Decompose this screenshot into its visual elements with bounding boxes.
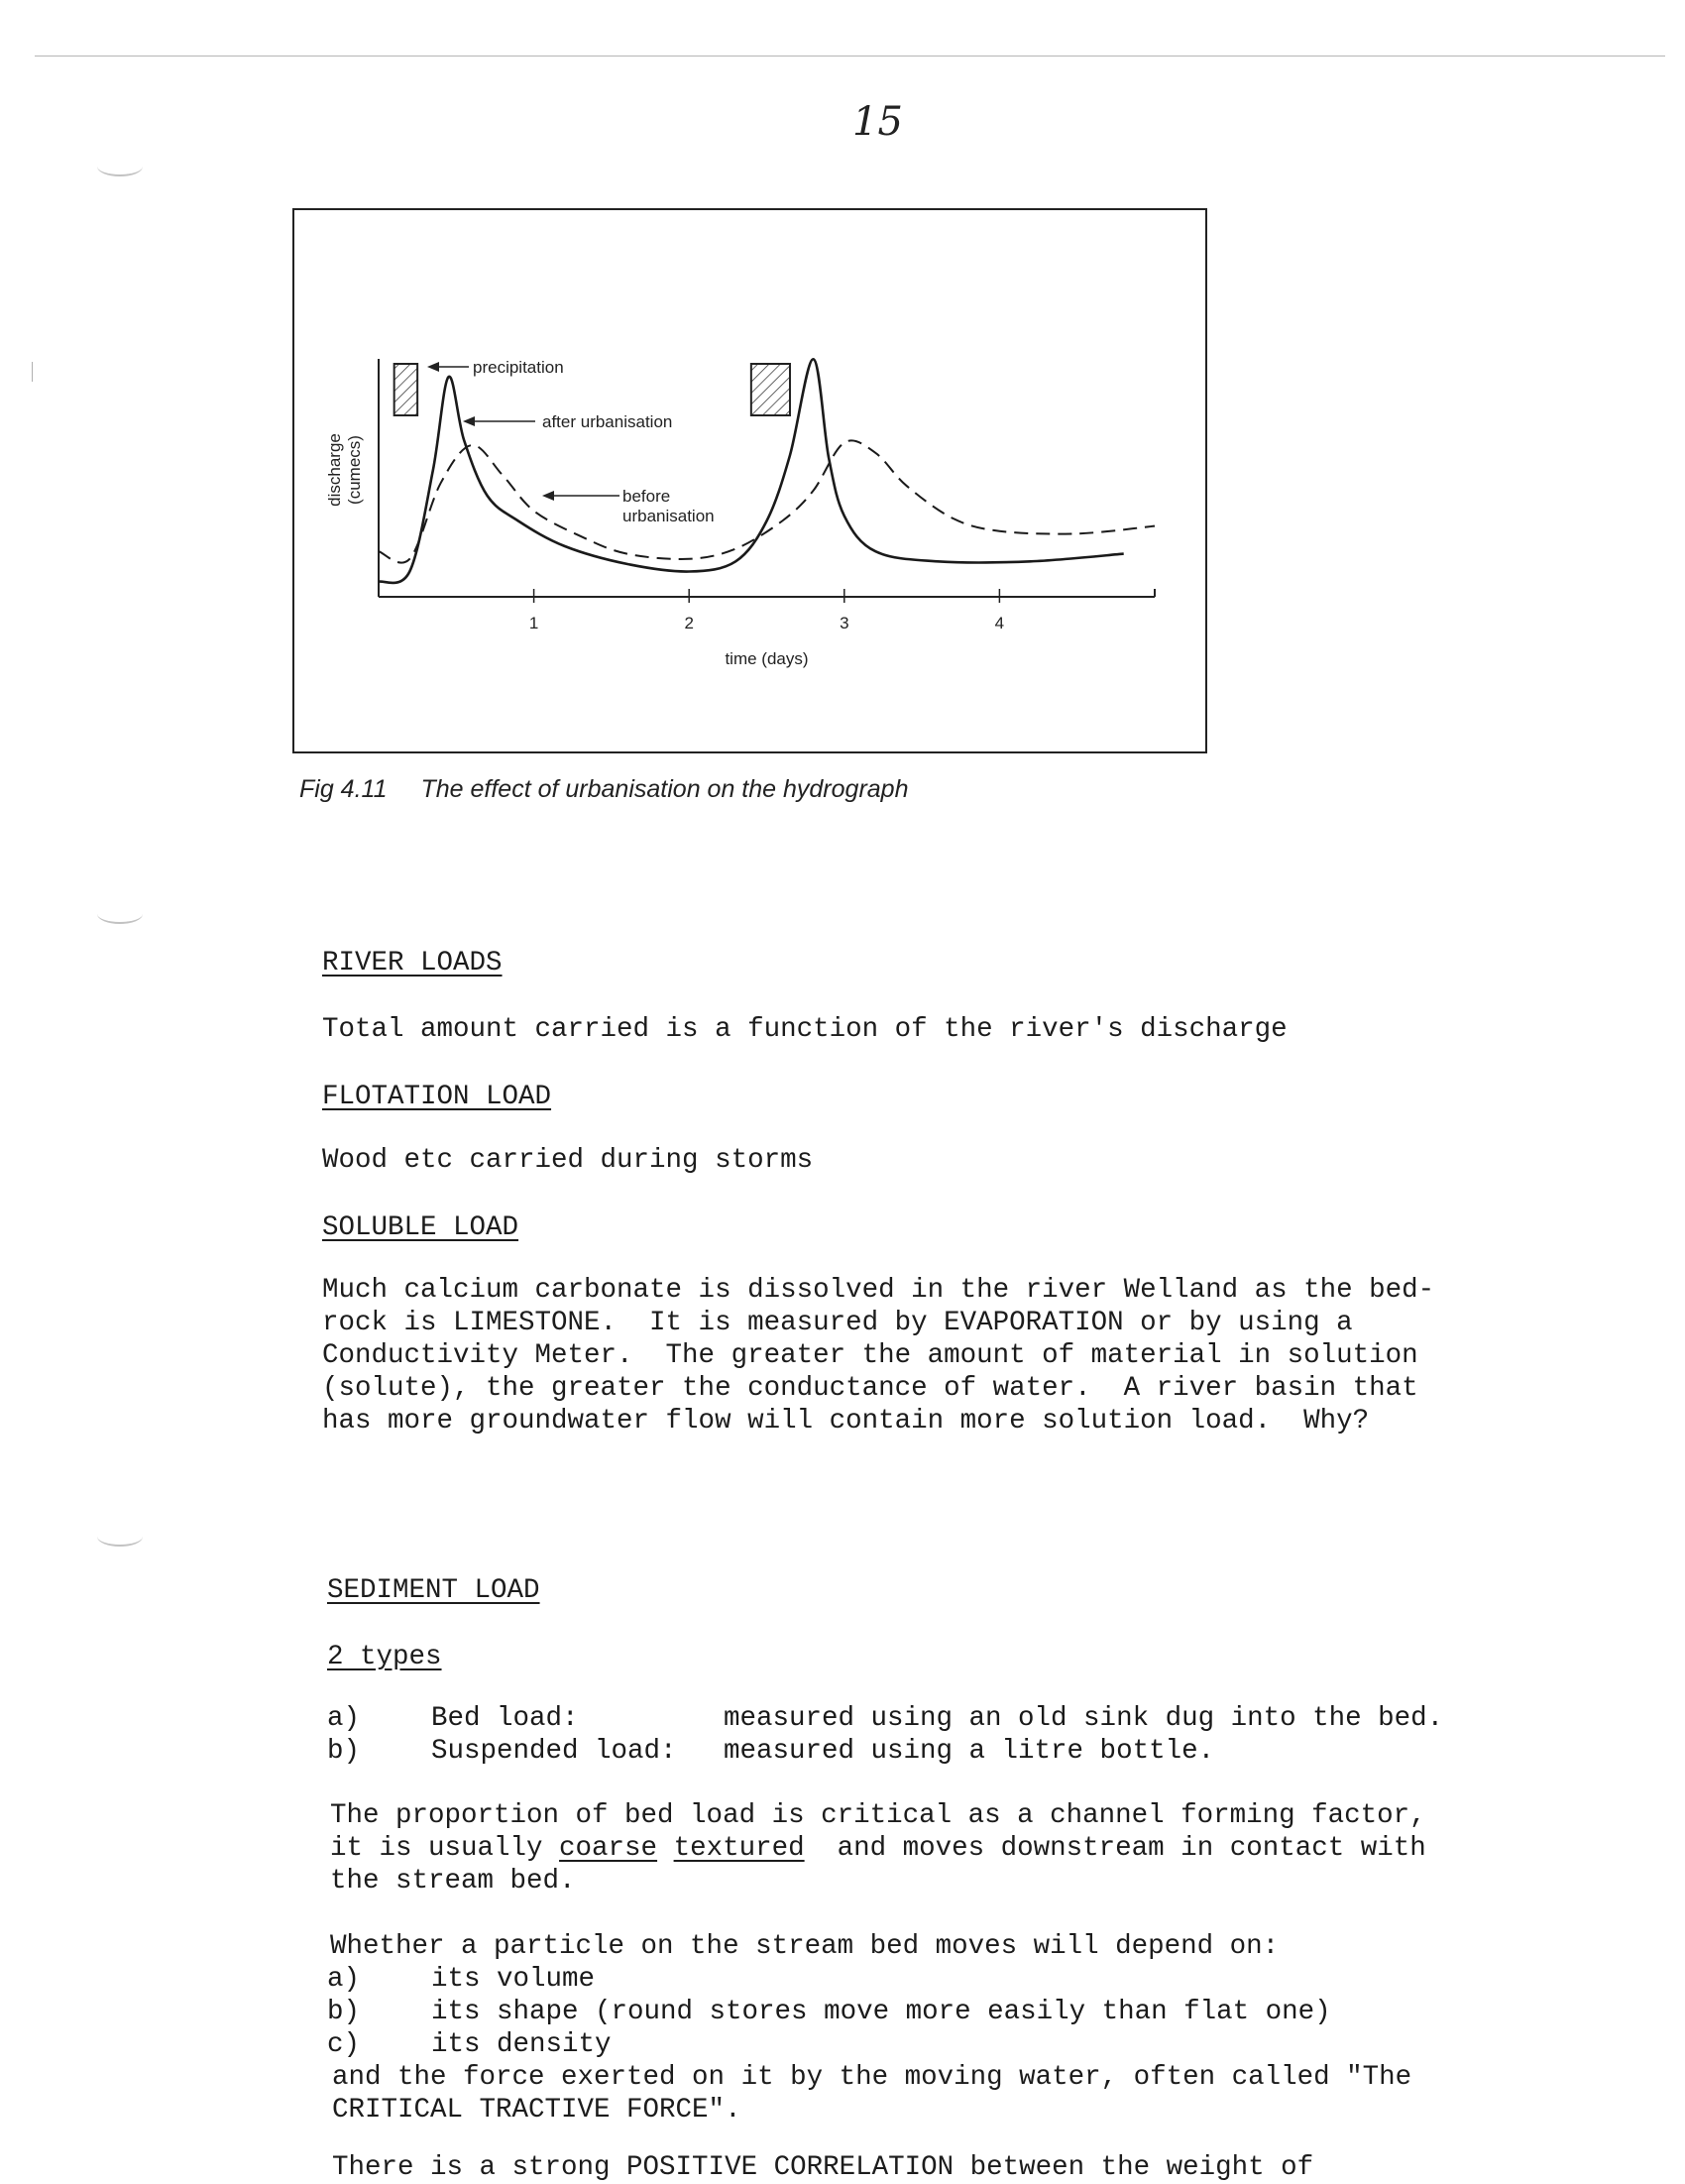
list-marker: a) <box>327 1964 361 1995</box>
subheading-two-types: 2 types <box>327 1642 442 1672</box>
list-text: its shape (round stores move more easily than flat one) <box>431 1997 1331 2027</box>
list-marker: b) <box>327 1997 361 2027</box>
list-item <box>327 1702 1467 1736</box>
list-item <box>327 1963 1467 1997</box>
page-number: 15 <box>852 99 903 145</box>
list-item <box>327 2028 1467 2062</box>
figure-caption <box>299 775 908 804</box>
list-text: its volume <box>431 1964 596 1995</box>
precipitation-bar <box>394 364 417 415</box>
underlined-word: textured <box>673 1833 805 1864</box>
list-text: its density <box>431 2029 612 2060</box>
figure-caption-text: The effect of urbanisation on the hydrograph <box>420 775 909 803</box>
flotation-load-text: Wood etc carried during storms <box>322 1145 814 1176</box>
x-tick-label: 2 <box>684 614 694 632</box>
heading-sediment-load: SEDIMENT LOAD <box>327 1575 540 1606</box>
underlined-word: coarse <box>559 1833 658 1864</box>
cutoff-text-line: There is a strong POSITIVE CORRELATION between the weight of <box>332 2152 1314 2183</box>
hydrograph-chart <box>294 210 1209 755</box>
page-top-rule <box>35 56 1665 57</box>
tractive-force-text: and the force exerted on it by the moving water, often called "The CRITICAL TRACTIVE FORCE". <box>332 2062 1412 2126</box>
list-marker: a) <box>327 1703 361 1734</box>
after-arrowhead <box>463 416 475 426</box>
list-description: measured using an old sink dug into the bed. <box>724 1703 1444 1734</box>
soluble-load-text: Much calcium carbonate is dissolved in the river Welland as the bed- rock is LIMESTONE. It is measured by EVAPORATION or by using a Conductivity Meter. The greater the amount of material in solution (solute), the greater the conductance of water. A river basin that has more groundwater flow will contain more solution load. Why? <box>322 1275 1435 1437</box>
annotation-before-line1: before <box>622 487 671 506</box>
x-tick-label: 3 <box>840 614 849 632</box>
list-item <box>327 1996 1467 2029</box>
list-description: measured using a litre bottle. <box>724 1736 1215 1767</box>
bed-load-text: and moves downstream in contact with the stream bed. <box>330 1833 1426 1897</box>
list-term: Bed load: <box>431 1703 579 1734</box>
precipitation-arrowhead <box>427 362 439 372</box>
scan-edge-mark <box>32 362 33 382</box>
y-axis-unit-label: (cumecs) <box>345 435 364 505</box>
word-space <box>657 1833 674 1864</box>
x-axis-label: time (days) <box>725 649 809 668</box>
bed-load-paragraph <box>330 1799 1480 1897</box>
binder-hole-mark <box>97 904 143 924</box>
list-term: Suspended load: <box>431 1736 677 1767</box>
heading-flotation-load: FLOTATION LOAD <box>322 1082 552 1112</box>
river-loads-text: Total amount carried is a function of the river's discharge <box>322 1014 1288 1045</box>
precipitation-bar <box>751 364 790 415</box>
annotation-precipitation: precipitation <box>473 358 564 377</box>
y-axis-label: discharge <box>325 433 344 507</box>
binder-hole-mark <box>97 157 143 176</box>
bed-load-text: The proportion of bed load is critical as a channel forming factor, it is usually <box>330 1800 1426 1864</box>
hydrograph-figure <box>292 208 1207 753</box>
heading-soluble-load: SOLUBLE LOAD <box>322 1212 519 1243</box>
annotation-before-line2: urbanisation <box>622 507 715 525</box>
list-item <box>327 1735 1467 1769</box>
list-marker: b) <box>327 1736 361 1767</box>
x-tick-label: 4 <box>994 614 1005 632</box>
x-tick-label: 1 <box>528 614 539 632</box>
hydrograph-line-before-urbanisation <box>379 440 1155 562</box>
annotation-after-urbanisation: after urbanisation <box>542 412 673 431</box>
heading-river-loads: RIVER LOADS <box>322 948 503 978</box>
list-marker: c) <box>327 2029 361 2060</box>
figure-label: Fig 4.11 <box>299 775 388 803</box>
movement-intro-text: Whether a particle on the stream bed moves will depend on: <box>330 1931 1280 1962</box>
binder-hole-mark <box>97 1527 143 1547</box>
before-arrowhead <box>542 491 554 501</box>
